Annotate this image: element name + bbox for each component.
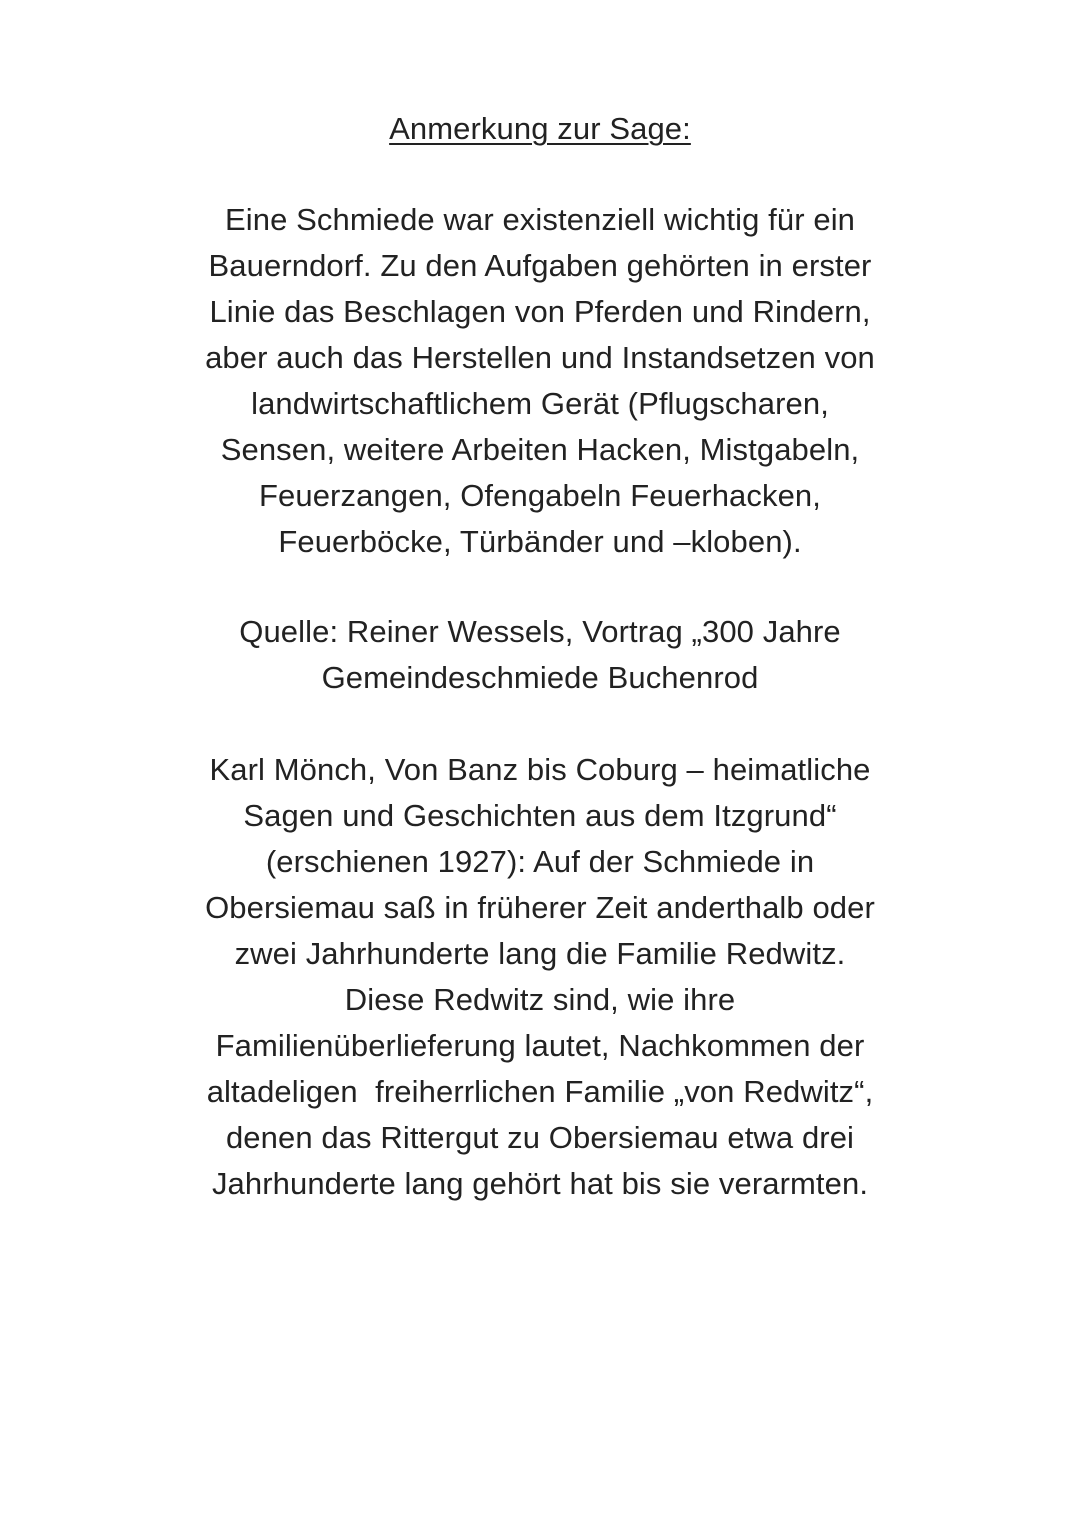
paragraph-line: zwei Jahrhunderte lang die Familie Redwitz.	[234, 936, 846, 971]
paragraph-line: Sensen, weitere Arbeiten Hacken, Mistgabeln,	[220, 432, 860, 467]
paragraph-line: landwirtschaftlichem Gerät (Pflugscharen,	[251, 386, 829, 421]
paragraph-line: Eine Schmiede war existenziell wichtig für ein	[224, 202, 856, 237]
paragraph-line: denen das Rittergut zu Obersiemau etwa drei	[225, 1120, 855, 1155]
paragraph-line: Quelle: Reiner Wessels, Vortrag „300 Jahre	[239, 614, 841, 649]
paragraph-line: Obersiemau saß in früherer Zeit anderthalb oder	[205, 890, 875, 925]
document-title	[0, 106, 1080, 152]
paragraph-line: Familienüberlieferung lautet, Nachkommen der	[215, 1028, 865, 1063]
paragraph-line: aber auch das Herstellen und Instandsetzen von	[205, 340, 875, 375]
paragraph-line: altadeligen freiherrlichen Familie „von Redwitz“,	[206, 1074, 874, 1109]
paragraph-line: Sagen und Geschichten aus dem Itzgrund“	[243, 798, 837, 833]
paragraph-line: Feuerzangen, Ofengabeln Feuerhacken,	[259, 478, 821, 513]
paragraph-smithy-tasks	[0, 197, 1080, 565]
paragraph-line: Feuerböcke, Türbänder und –kloben).	[278, 524, 802, 559]
paragraph-line: Karl Mönch, Von Banz bis Coburg – heimatliche	[209, 752, 871, 787]
paragraph-line: Diese Redwitz sind, wie ihre	[344, 982, 736, 1017]
paragraph-line: Linie das Beschlagen von Pferden und Rindern,	[209, 294, 871, 329]
paragraph-redwitz-family	[0, 747, 1080, 1207]
paragraph-line: Gemeindeschmiede Buchenrod	[321, 660, 759, 695]
paragraph-line: Jahrhunderte lang gehört hat bis sie verarmten.	[211, 1166, 869, 1201]
paragraph-line: Bauerndorf. Zu den Aufgaben gehörten in erster	[208, 248, 872, 283]
paragraph-source	[0, 609, 1080, 701]
title-text: Anmerkung zur Sage:	[389, 111, 691, 146]
paragraph-line: (erschienen 1927): Auf der Schmiede in	[265, 844, 815, 879]
